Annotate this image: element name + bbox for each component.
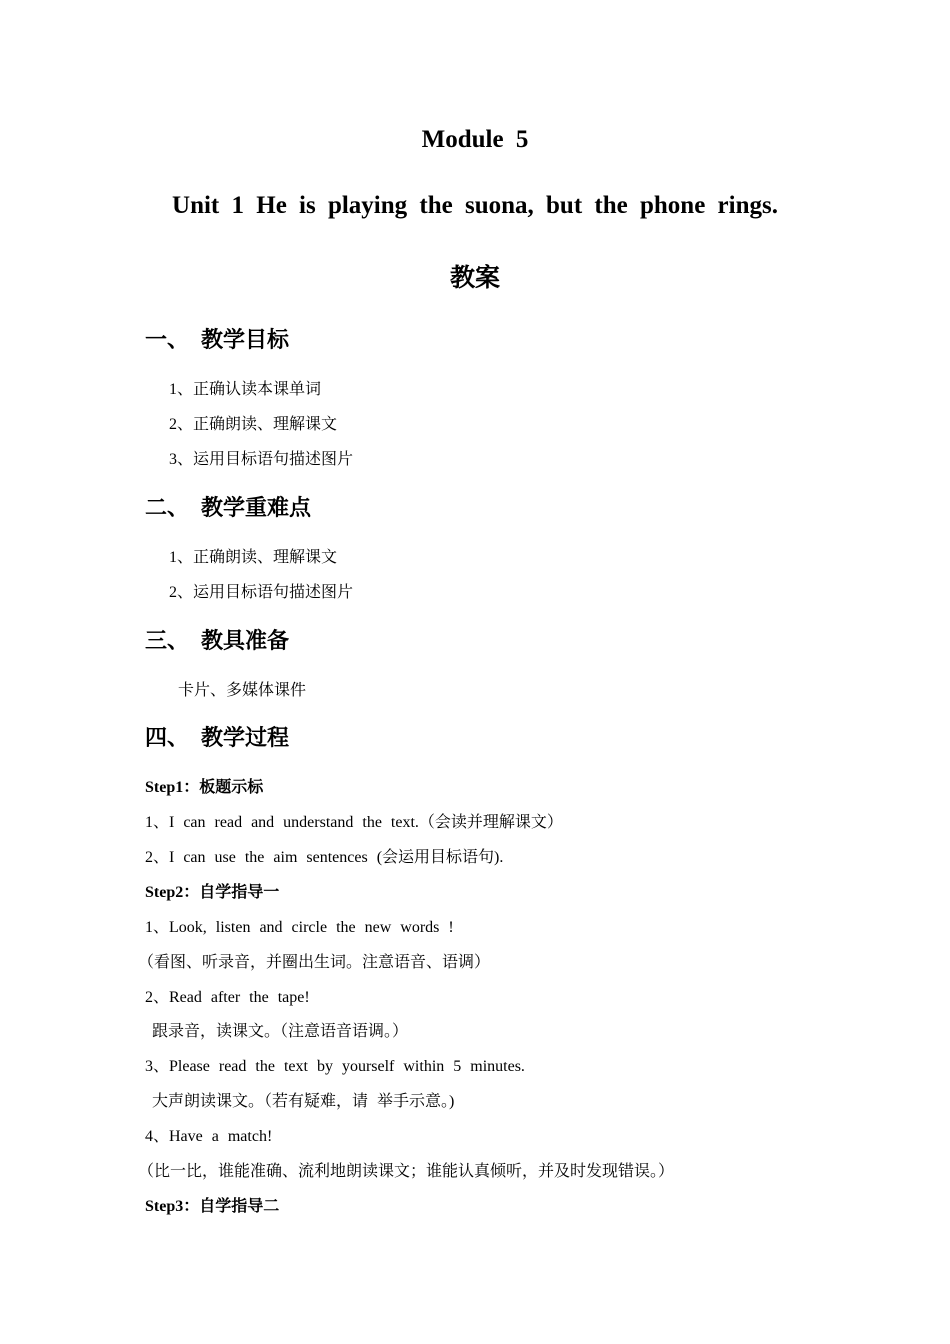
section-number: 一、 [145,327,190,352]
step2-line: 4、Have a match! [145,1128,273,1145]
objective-item: 3、运用目标语句描述图片 [169,451,354,468]
step2-line: 跟录音，读课文。（注意语音语调。） [152,1023,409,1040]
step1-line: 2、I can use the aim sentences (会运用目标语句). [145,849,504,866]
section-number: 三、 [145,628,190,653]
module-title: Module 5 [421,126,529,153]
step2-line: （比一比，谁能准确、流利地朗读课文；谁能认真倾听，并及时发现错误。） [138,1163,675,1180]
step2-heading: Step2：自学指导一 [145,884,280,901]
step2-line: 1、Look, listen and circle the new words ! [145,919,454,936]
step2-line: （看图、听录音，并圈出生词。注意语音、语调） [138,954,491,971]
step3-heading: Step3：自学指导二 [145,1198,280,1215]
materials-text: 卡片、多媒体课件 [178,682,307,699]
section-heading-materials [145,624,289,655]
plan-title: 教案 [449,265,500,292]
step2-line: 2、Read after the tape! [145,989,310,1006]
step2-line: 3、Please read the text by yourself within 5 minutes. [145,1058,525,1075]
section-title: 教学目标 [201,327,290,352]
section-heading-process [145,721,289,752]
section-title: 教具准备 [201,628,290,653]
objective-item: 2、正确朗读、理解课文 [169,416,338,433]
section-heading-objectives [145,323,289,354]
step1-heading: Step1：板题示标 [145,779,264,796]
objective-item: 1、正确认读本课单词 [169,381,322,398]
key-point-item: 1、正确朗读、理解课文 [169,549,338,566]
step2-line: 大声朗读课文。（若有疑难，请 举手示意。) [152,1093,455,1110]
section-title: 教学过程 [201,725,290,750]
section-number: 二、 [145,495,190,520]
unit-title: Unit 1 He is playing the suona, but the phone rings. [172,192,778,219]
step1-line: 1、I can read and understand the text.（会读并理解课文） [145,814,563,831]
section-heading-key-points [145,491,311,522]
key-point-item: 2、运用目标语句描述图片 [169,584,354,601]
section-title: 教学重难点 [201,495,312,520]
section-number: 四、 [145,725,190,750]
